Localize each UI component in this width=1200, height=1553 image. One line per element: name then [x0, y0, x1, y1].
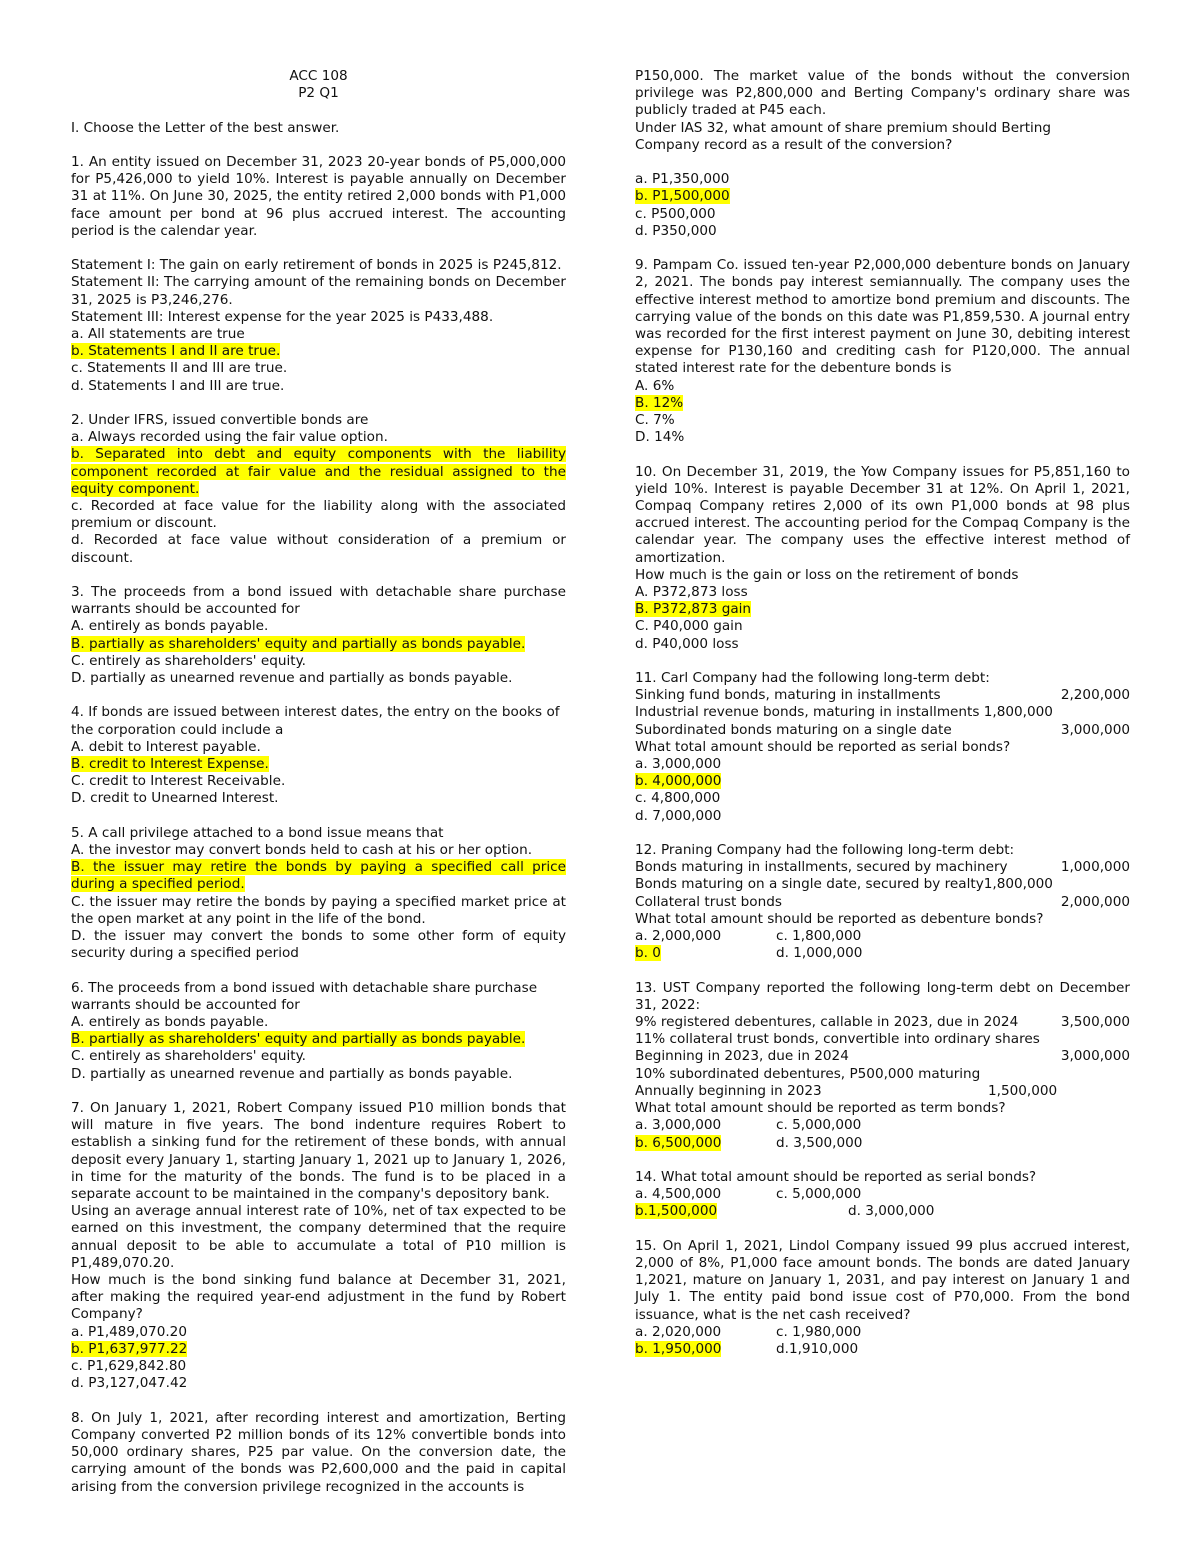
choice-b-answer: b. Statements I and II are true. — [71, 343, 281, 360]
choice-a: a. 3,000,000 — [635, 1117, 722, 1134]
question-stem: 14. What total amount should be reported as serial bonds? — [635, 1168, 1037, 1185]
statement-2: Statement II: The carrying amount of the remaining bonds on December 31, 2025 is P3,246,276. — [71, 274, 566, 308]
question-stem: 6. The proceeds from a bond issued with detachable share purchase warrants should be accounted for — [71, 979, 538, 1013]
choice-d: d. Statements I and III are true. — [71, 377, 285, 394]
question-text: What total amount should be reported as term bonds? — [635, 1100, 1006, 1117]
question-11 — [635, 670, 1130, 825]
choice-row — [635, 945, 1130, 962]
debt-item-amount: 3,000,000 — [1060, 1048, 1130, 1065]
debt-item-label: Industrial revenue bonds, maturing in installments 1,800,000 — [635, 704, 1053, 721]
choice-c: c. P500,000 — [635, 205, 716, 222]
question-stem: 1. An entity issued on December 31, 2023 20-year bonds of P5,000,000 for P5,426,000 to yield 10%. Interest is payable annually on December 31 at 11%. On June 30, 2025, the entity retired 2,000 bonds with P1,000 face amount per bond at 96 plus accrued interest. The accounting period is the calendar year. — [71, 153, 566, 239]
choice-a: A. P372,873 loss — [635, 584, 748, 601]
choice-c: c. Statements II and III are true. — [71, 360, 288, 377]
choice-c: c. Recorded at face value for the liability along with the associated premium or discount. — [71, 498, 566, 532]
choice-b-answer: b. 4,000,000 — [635, 773, 722, 790]
question-3 — [71, 584, 566, 687]
question-1 — [71, 154, 566, 395]
choice-c: c. 4,800,000 — [635, 790, 721, 807]
debt-item — [635, 722, 1130, 739]
question-2 — [71, 412, 566, 567]
quiz-title: P2 Q1 — [298, 85, 339, 102]
debt-item-label: Sinking fund bonds, maturing in installments — [635, 687, 941, 704]
choice-c: c. 1,800,000 — [776, 928, 862, 945]
question-stem: 15. On April 1, 2021, Lindol Company issued 99 plus accrued interest, 2,000 of 8%, P1,000 face amount bonds. The bonds are dated January 1,2021, mature on January 1, 2031, and pay interest on January 1 and July 1. The entity paid bond issue cost of P70,000. From the bond issuance, what is the net cash received? — [635, 1237, 1130, 1323]
statement-1: Statement I: The gain on early retirement of bonds in 2025 is P245,812. — [71, 257, 562, 274]
debt-item-amount: 2,000,000 — [1060, 893, 1130, 910]
choice-b-answer: b.1,500,000 — [635, 1203, 718, 1220]
question-8 — [71, 1410, 566, 1496]
choice-c: C. entirely as shareholders' equity. — [71, 652, 307, 669]
choice-c: C. entirely as shareholders' equity. — [71, 1048, 307, 1065]
choice-a: A. entirely as bonds payable. — [71, 618, 269, 635]
choice-a: a. 2,000,000 — [635, 928, 722, 945]
choice-a: a. Always recorded using the fair value option. — [71, 429, 388, 446]
choice-d: d. Recorded at face value without consideration of a premium or discount. — [71, 532, 566, 566]
choice-row — [635, 1324, 1130, 1341]
debt-item-amount: 1,500,000 — [988, 1082, 1058, 1099]
choice-row — [635, 1135, 1130, 1152]
question-stem-2: Using an average annual interest rate of 10%, net of tax expected to be earned on this investment, the company determined that the require annual deposit to be able to accumulate a total of P10 million is P1,489,070.20. — [71, 1203, 566, 1271]
choice-b-answer: b. P1,500,000 — [635, 188, 730, 205]
question-8-continued — [635, 68, 1130, 240]
choice-d: D. the issuer may convert the bonds to some other form of equity security during a specified period — [71, 928, 566, 962]
choice-a: a. P1,489,070.20 — [71, 1323, 187, 1340]
question-stem: 8. On July 1, 2021, after recording interest and amortization, Berting Company converted P2 million bonds of its 12% convertible bonds into 50,000 ordinary shares, P25 par value. On the conversion date, the carrying amount of the bonds was P2,600,000 and the paid in capital arising from the conversion privilege recognized in the accounts is — [71, 1409, 566, 1495]
choice-a: a. P1,350,000 — [635, 171, 730, 188]
question-9 — [635, 257, 1130, 446]
question-stem-2: How much is the gain or loss on the retirement of bonds — [635, 566, 1019, 583]
debt-item — [635, 1083, 1130, 1100]
choice-d: d. 7,000,000 — [635, 807, 722, 824]
choice-row — [635, 1203, 1130, 1220]
question-stem: 10. On December 31, 2019, the Yow Company issues for P5,851,160 to yield 10%. Interest is payable December 31 at 12%. On April 1, 2021, Compaq Company retires 2,000 of its own P1,000 bonds at 98 plus accrued interest. The accounting period for the Compaq Company is the calendar year. The company uses the effective interest method of amortization. — [635, 463, 1130, 566]
debt-item-label: Subordinated bonds maturing on a single date — [635, 721, 952, 738]
choice-d: D. partially as unearned revenue and partially as bonds payable. — [71, 670, 513, 687]
choice-b-answer: b. 1,950,000 — [635, 1340, 722, 1357]
question-15 — [635, 1238, 1130, 1358]
question-6 — [71, 980, 566, 1083]
choice-c: c. 1,980,000 — [776, 1323, 862, 1340]
debt-item-amount: 2,200,000 — [1060, 687, 1130, 704]
question-stem-continued: P150,000. The market value of the bonds without the conversion privilege was P2,800,000 and Berting Company's ordinary share was publicly traded at P45 each. — [635, 68, 1130, 119]
question-text: What total amount should be reported as serial bonds? — [635, 738, 1011, 755]
choice-a: A. the investor may convert bonds held to cash at his or her option. — [71, 842, 533, 859]
choice-a: a. 3,000,000 — [635, 756, 722, 773]
choice-c: C. P40,000 gain — [635, 618, 743, 635]
choice-c: C. the issuer may retire the bonds by paying a specified market price at the open market at any point in the life of the bond. — [71, 893, 566, 927]
choice-d: D. credit to Unearned Interest. — [71, 790, 279, 807]
choice-b-answer: B. credit to Interest Expense. — [71, 756, 269, 773]
question-14 — [635, 1169, 1130, 1221]
choice-b-answer: b. P1,637,977.22 — [71, 1340, 188, 1357]
debt-item-label: Bonds maturing in installments, secured by machinery — [635, 859, 1008, 876]
choice-d: D. partially as unearned revenue and partially as bonds payable. — [71, 1065, 513, 1082]
choice-d: d. P40,000 loss — [635, 635, 739, 652]
debt-item-amount: 3,500,000 — [1060, 1014, 1130, 1031]
debt-item-label: 11% collateral trust bonds, convertible into ordinary shares — [635, 1031, 1040, 1048]
debt-item-amount: 3,000,000 — [1060, 721, 1130, 738]
debt-item-label: Beginning in 2023, due in 2024 — [635, 1048, 849, 1065]
debt-item — [635, 704, 1130, 721]
debt-item — [635, 687, 1130, 704]
choice-d: d. P350,000 — [635, 222, 717, 239]
choice-b-answer: b. 0 — [635, 945, 661, 962]
choice-c: C. credit to Interest Receivable. — [71, 773, 286, 790]
choice-row — [635, 928, 1130, 945]
choice-a: a. 4,500,000 — [635, 1186, 722, 1203]
course-code: ACC 108 — [289, 68, 348, 84]
document-header — [71, 68, 566, 102]
choice-b-answer: b. Separated into debt and equity components with the liability component recorded at fair value and the residual assigned to the equity component. — [71, 446, 566, 497]
question-10 — [635, 464, 1130, 653]
debt-item-amount: 1,000,000 — [1060, 859, 1130, 876]
choice-a: a. All statements are true — [71, 326, 245, 342]
choice-c: c. 5,000,000 — [776, 1117, 862, 1134]
debt-item — [635, 894, 1130, 911]
choice-row — [635, 1341, 1130, 1358]
question-4 — [71, 704, 566, 807]
debt-item-label: Bonds maturing on a single date, secured by realty1,800,000 — [635, 876, 1053, 893]
debt-item — [635, 1014, 1130, 1031]
debt-item — [635, 876, 1130, 893]
question-13 — [635, 980, 1130, 1152]
debt-item — [635, 859, 1130, 876]
debt-item — [635, 1066, 1130, 1083]
statement-3: Statement III: Interest expense for the year 2025 is P433,488. — [71, 308, 494, 325]
debt-item-label: Collateral trust bonds — [635, 893, 782, 910]
question-7 — [71, 1100, 566, 1392]
choice-d: d. P3,127,047.42 — [71, 1375, 188, 1392]
choice-c: C. 7% — [635, 412, 675, 429]
question-stem-3: How much is the bond sinking fund balance at December 31, 2021, after making the required year-end adjustment in the fund by Robert Company? — [71, 1272, 566, 1323]
debt-item-label: Annually beginning in 2023 — [635, 1082, 822, 1099]
question-text: What total amount should be reported as debenture bonds? — [635, 910, 1044, 927]
question-stem: 5. A call privilege attached to a bond issue means that — [71, 824, 444, 841]
debt-item-label: 10% subordinated debentures, P500,000 maturing — [635, 1065, 981, 1082]
choice-a: a. 2,020,000 — [635, 1323, 722, 1340]
choice-row — [635, 1117, 1130, 1134]
choice-d: d. 3,000,000 — [848, 1203, 935, 1220]
choice-c: c. P1,629,842.80 — [71, 1358, 187, 1375]
question-stem: 2. Under IFRS, issued convertible bonds are — [71, 412, 369, 428]
choice-a: A. entirely as bonds payable. — [71, 1014, 269, 1031]
choice-b-answer: B. P372,873 gain — [635, 601, 752, 618]
choice-b-answer: B. partially as shareholders' equity and partially as bonds payable. — [71, 1031, 526, 1048]
choice-d: D. 14% — [635, 429, 685, 446]
question-stem-2: Under IAS 32, what amount of share premium should Berting Company record as a result of the conversion? — [635, 119, 1052, 153]
choice-b-answer: b. 6,500,000 — [635, 1134, 722, 1151]
question-stem: 13. UST Company reported the following long-term debt on December 31, 2022: — [635, 979, 1130, 1013]
choice-row — [635, 1186, 1130, 1203]
right-column — [635, 68, 1130, 1358]
choice-b-answer: B. partially as shareholders' equity and partially as bonds payable. — [71, 635, 526, 652]
choice-b-answer: B. 12% — [635, 394, 684, 411]
choice-d: d. 1,000,000 — [776, 945, 863, 962]
choice-a: A. 6% — [635, 377, 675, 394]
question-stem: 11. Carl Company had the following long-term debt: — [635, 670, 990, 687]
instruction: I. Choose the Letter of the best answer. — [71, 119, 340, 136]
question-5 — [71, 825, 566, 963]
left-column — [71, 68, 566, 1496]
question-stem: 12. Praning Company had the following long-term debt: — [635, 842, 1015, 859]
question-stem: 4. If bonds are issued between interest dates, the entry on the books of the corporation could include a — [71, 704, 560, 738]
debt-item — [635, 1048, 1130, 1065]
choice-b-answer: B. the issuer may retire the bonds by paying a specified call price during a specified period. — [71, 859, 566, 893]
choice-d: d.1,910,000 — [776, 1340, 859, 1357]
choice-c: c. 5,000,000 — [776, 1186, 862, 1203]
question-stem: 7. On January 1, 2021, Robert Company issued P10 million bonds that will mature in five years. The bond indenture requires Robert to establish a sinking fund for the retirement of these bonds, with annual deposit every January 1, starting January 1, 2021 up to January 1, 2026, in time for the maturity of the bonds. The fund is to be placed in a separate account to be maintained in the company's depository bank. — [71, 1100, 566, 1203]
debt-item-label: 9% registered debentures, callable in 2023, due in 2024 — [635, 1014, 1019, 1031]
question-stem: 3. The proceeds from a bond issued with detachable share purchase warrants should be accounted for — [71, 584, 566, 618]
choice-a: A. debit to Interest payable. — [71, 738, 261, 755]
question-stem: 9. Pampam Co. issued ten-year P2,000,000 debenture bonds on January 2, 2021. The bonds pay interest semiannually. The company uses the effective interest method to amortize bond premium and discounts. The carrying value of the bonds on this date was P1,859,530. A journal entry was recorded for the first interest payment on June 30, debiting interest expense for P130,160 and crediting cash for P120,000. The annual stated interest rate for the debenture bonds is — [635, 257, 1130, 377]
choice-d: d. 3,500,000 — [776, 1134, 863, 1151]
debt-item — [635, 1031, 1130, 1048]
question-12 — [635, 842, 1130, 962]
